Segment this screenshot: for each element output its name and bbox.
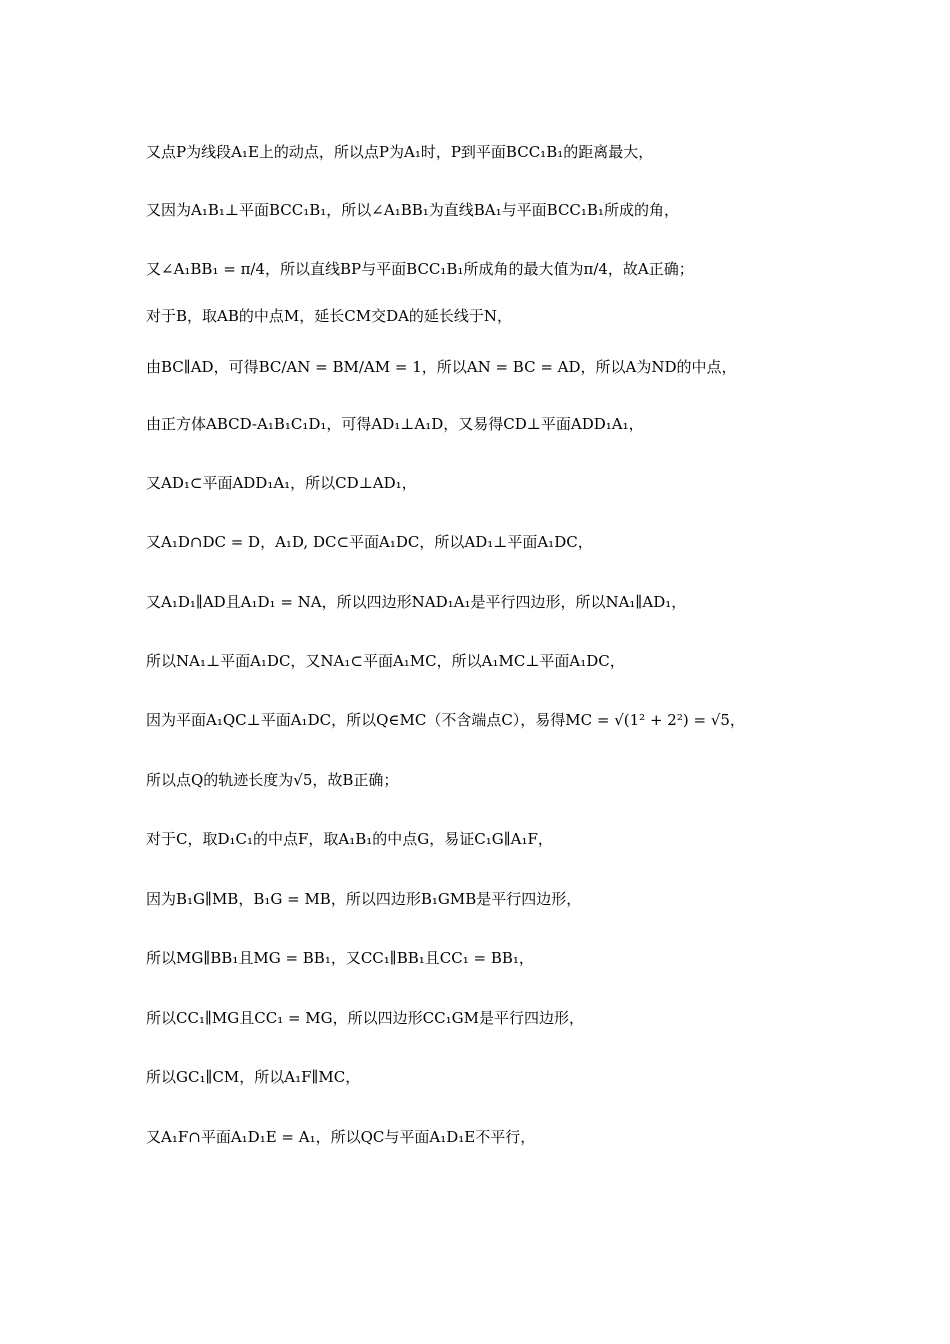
- text-line: 又A₁D₁∥AD且A₁D₁ = NA，所以四边形NAD₁A₁是平行四边形，所以NA₁∥AD₁，: [146, 593, 687, 611]
- text-line: 因为B₁G∥MB，B₁G = MB，所以四边形B₁GMB是平行四边形，: [146, 890, 582, 908]
- text-line: 又点P为线段A₁E上的动点，所以点P为A₁时，P到平面BCC₁B₁的距离最大，: [146, 143, 654, 161]
- text-line: 又A₁D∩DC = D，A₁D, DC⊂平面A₁DC，所以AD₁⊥平面A₁DC，: [146, 533, 593, 551]
- text-line: 又∠A₁BB₁ = π/4，所以直线BP与平面BCC₁B₁所成角的最大值为π/4，故A正确；: [146, 260, 694, 278]
- text-line: 由正方体ABCD-A₁B₁C₁D₁，可得AD₁⊥A₁D，又易得CD⊥平面ADD₁A₁，: [146, 415, 644, 433]
- text-line: 由BC∥AD，可得BC/AN = BM/AM = 1，所以AN = BC = AD，所以A为ND的中点，: [146, 358, 737, 376]
- text-line: 所以MG∥BB₁且MG = BB₁，又CC₁∥BB₁且CC₁ = BB₁，: [146, 949, 534, 967]
- text-line: 所以CC₁∥MG且CC₁ = MG，所以四边形CC₁GM是平行四边形，: [146, 1009, 584, 1027]
- text-line: 因为平面A₁QC⊥平面A₁DC，所以Q∈MC（不含端点C），易得MC = √(1² + 2²) = √5，: [146, 711, 745, 729]
- text-line: 所以点Q的轨迹长度为√5，故B正确；: [146, 771, 399, 789]
- text-line: 所以GC₁∥CM，所以A₁F∥MC，: [146, 1068, 361, 1086]
- text-line: 对于C，取D₁C₁的中点F，取A₁B₁的中点G，易证C₁G∥A₁F，: [146, 830, 553, 848]
- text-line: 对于B，取AB的中点M，延长CM交DA的延长线于N，: [146, 307, 513, 325]
- text-line: 又A₁F∩平面A₁D₁E = A₁，所以QC与平面A₁D₁E不平行，: [146, 1128, 536, 1146]
- text-line: 所以NA₁⊥平面A₁DC，又NA₁⊂平面A₁MC，所以A₁MC⊥平面A₁DC，: [146, 652, 625, 670]
- text-line: 又AD₁⊂平面ADD₁A₁，所以CD⊥AD₁，: [146, 474, 417, 492]
- text-line: 又因为A₁B₁⊥平面BCC₁B₁，所以∠A₁BB₁为直线BA₁与平面BCC₁B₁所成的角，: [146, 201, 679, 219]
